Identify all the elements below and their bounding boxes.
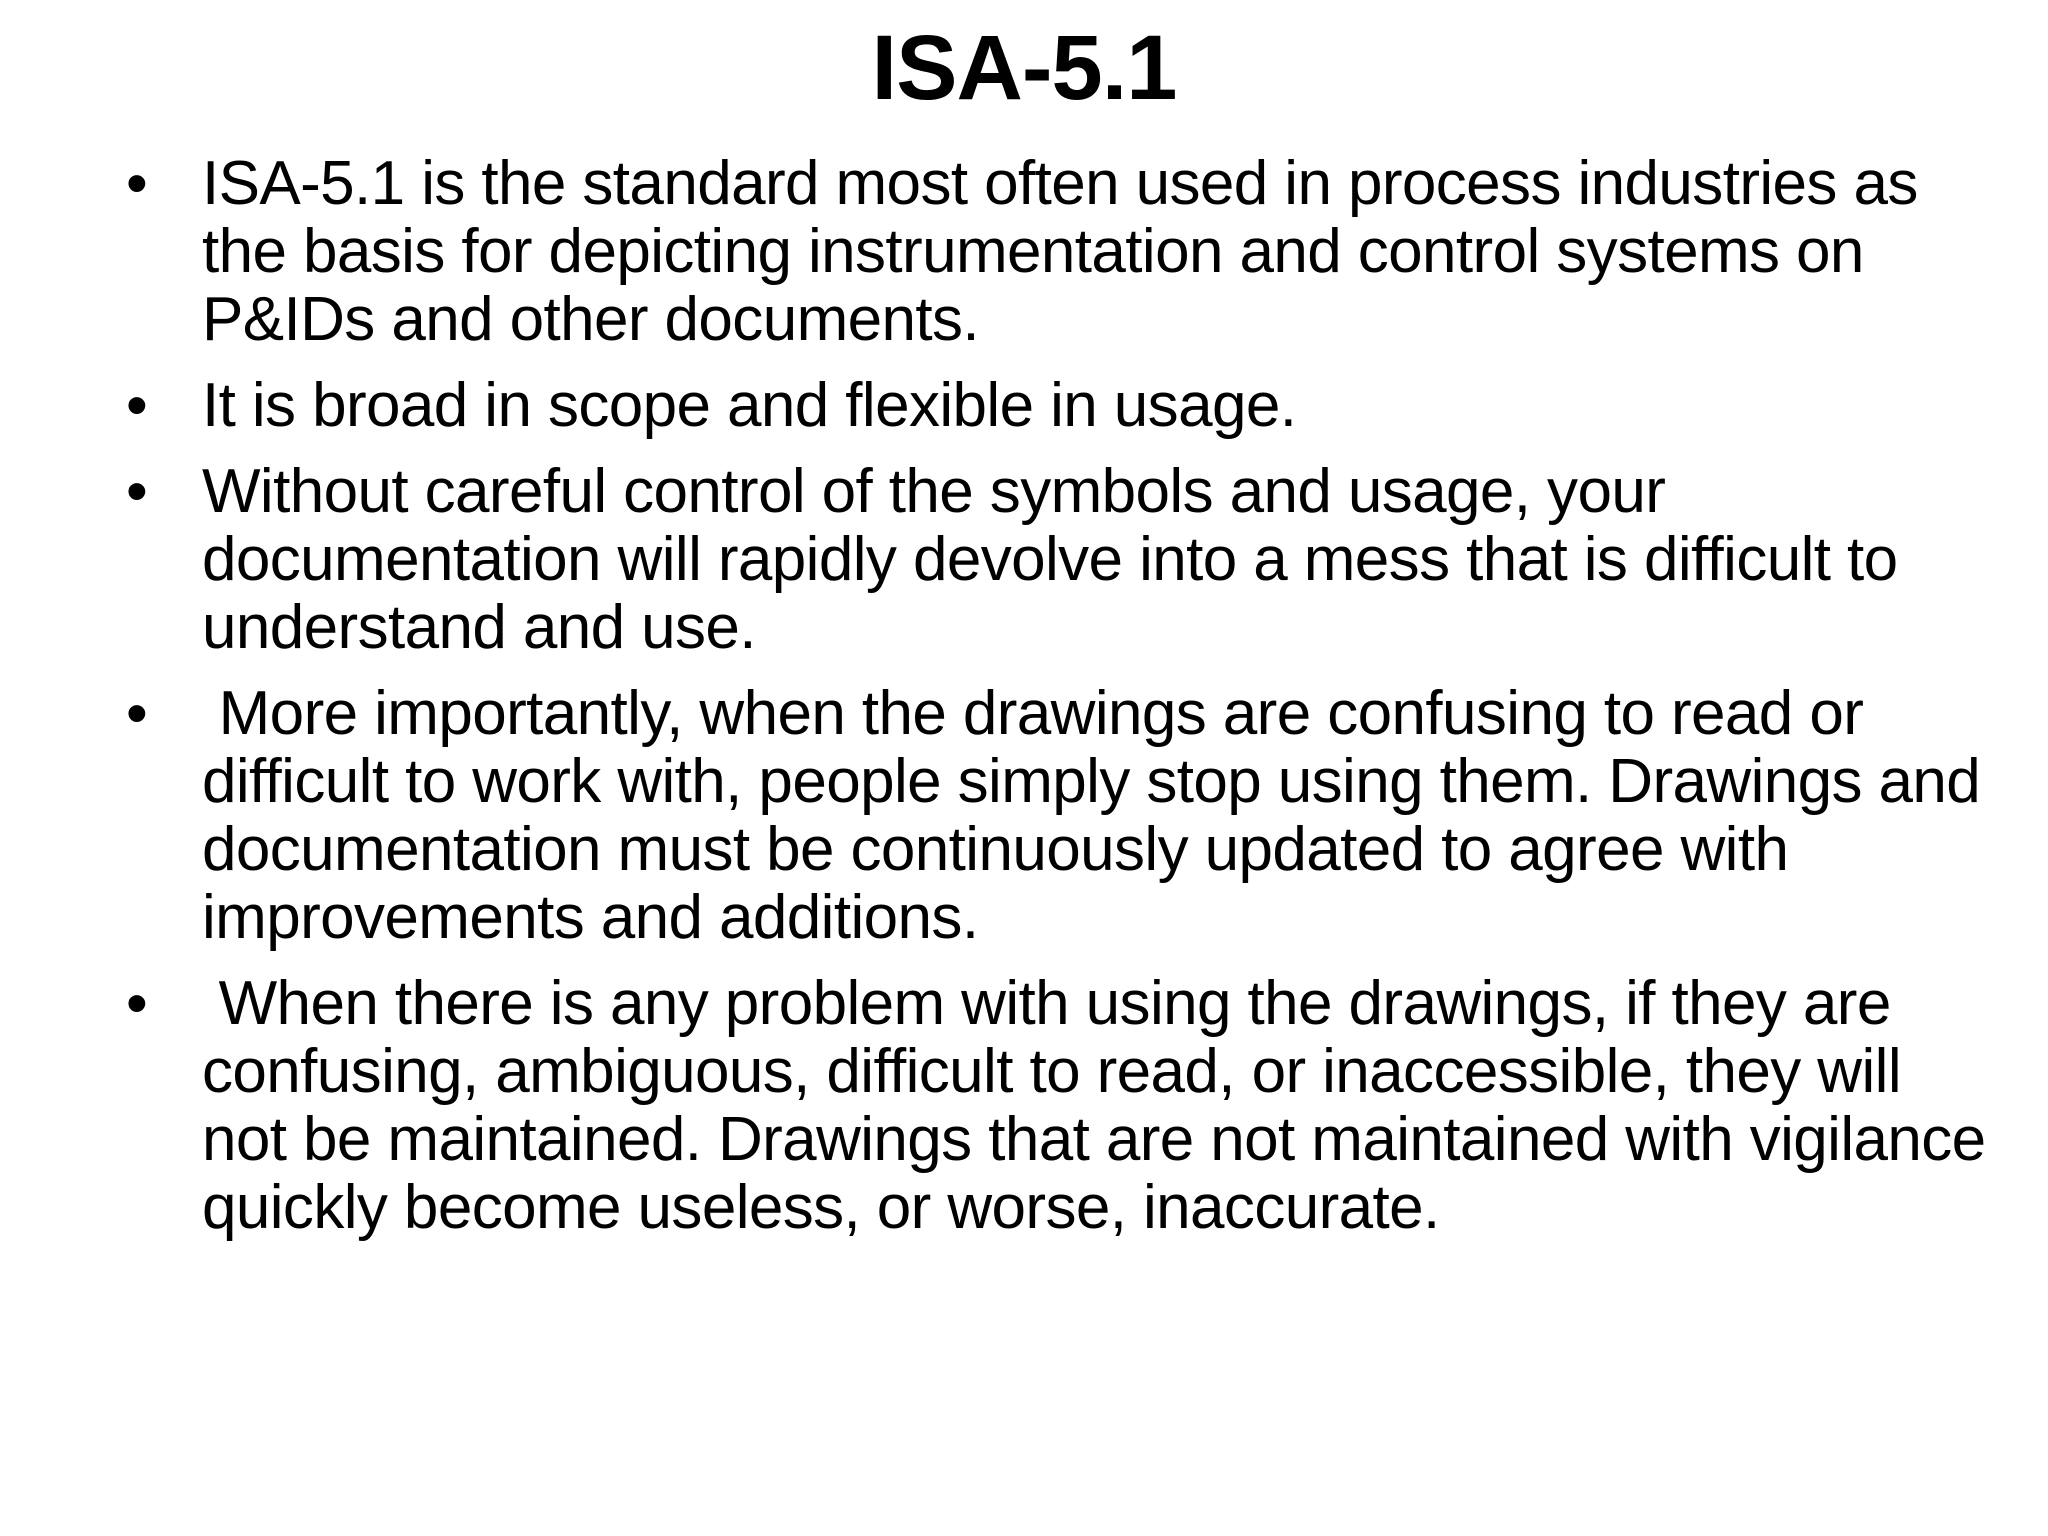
bullet-icon: • [126, 679, 148, 748]
bullet-icon: • [126, 371, 148, 440]
bullet-icon: • [126, 457, 148, 526]
bullet-text: When there is any problem with using the drawings, if they are confusing, ambiguous, difficult to read, or inaccessible, they will not be maintained. Drawings that are not maintained with vigilance quickly become useless, or worse, inaccurate. [202, 969, 2003, 1242]
bullet-text: More importantly, when the drawings are confusing to read or difficult to work with, people simply stop using them. Drawings and documentation must be continuously updated to agree with improvements and additions. [202, 679, 1997, 952]
list-item [118, 150, 1998, 354]
list-item [118, 372, 1998, 440]
bullet-icon: • [126, 149, 148, 218]
bullet-text: Without careful control of the symbols and usage, your documentation will rapidly devolve into a mess that is difficult to understand and use. [202, 457, 1915, 662]
bullet-icon: • [126, 969, 148, 1038]
list-item [118, 458, 1998, 662]
bullet-text: ISA-5.1 is the standard most often used in process industries as the basis for depicting instrumentation and control systems on P&IDs and other documents. [202, 149, 1935, 354]
list-item [118, 969, 2003, 1242]
list-item [118, 680, 1998, 952]
bullet-list [118, 149, 2003, 1260]
slide-title: ISA-5.1 [871, 17, 1177, 119]
bullet-text: It is broad in scope and flexible in usage. [202, 371, 1297, 440]
